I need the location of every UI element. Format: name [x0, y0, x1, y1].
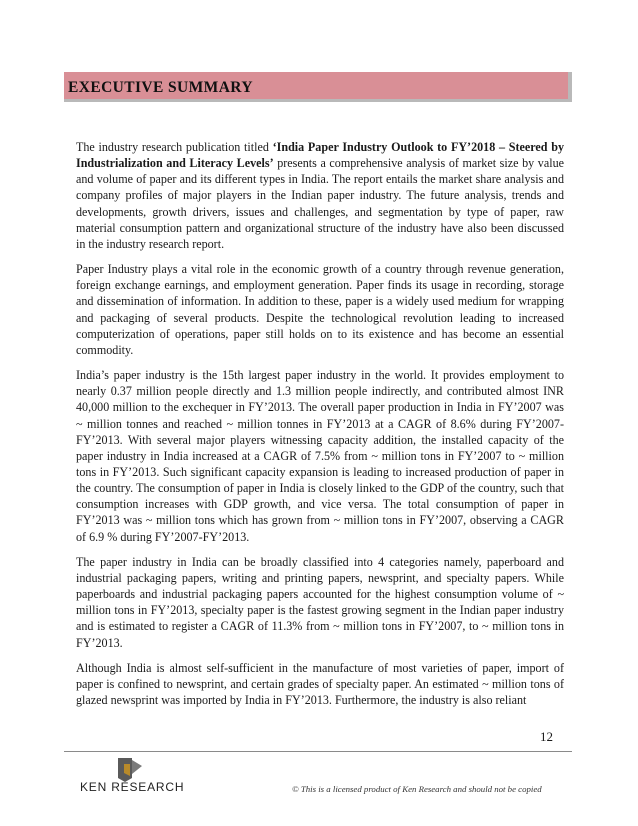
paragraph-imports: Although India is almost self-sufficient in the manufacture of most varieties of paper, import of paper is confined to newsprint, and certain grades of specialty paper. An estimated ~ million tons of glazed newsprint was imported by India in FY’2013. Furthermore, the industry is also reliant	[76, 660, 564, 707]
company-name: KEN RESEARCH	[80, 780, 185, 794]
section-title: EXECUTIVE SUMMARY	[68, 79, 253, 96]
paragraph-intro	[76, 139, 564, 252]
footer-divider	[64, 751, 572, 752]
page-number: 12	[540, 729, 553, 744]
paragraph-intro-post: presents a comprehensive analysis of market size by value and volume of paper and its different types in India. The report entails the market share analysis and company profiles of major players in the Indian paper industry. The future analysis, trends and developments, growth drivers, issues and challenges, and segmentation by type of paper, raw material consumption pattern and organizational structure of the industry have also been discussed in the industry research report.	[76, 156, 564, 251]
footer-copyright: © This is a licensed product of Ken Research and should not be copied	[292, 784, 542, 794]
report-title: ‘India Paper Industry Outlook to FY’2018 – Steered by Industrialization and Literacy Levels’	[76, 140, 564, 171]
paragraph-categories: The paper industry in India can be broadly classified into 4 categories namely, paperboard and industrial packaging papers, writing and printing papers, newsprint, and specialty papers. While paperboards and industrial packaging papers accounted for the highest consumption volume of ~ million tons in FY’2013, specialty paper is the fastest growing segment in the Indian paper industry and is estimated to register a CAGR of 11.3% from ~ million tons in FY’2007, to ~ million tons in FY’2013.	[76, 554, 564, 650]
section-header-banner	[64, 72, 572, 102]
document-body	[76, 139, 564, 717]
paragraph-production: India’s paper industry is the 15th largest paper industry in the world. It provides employment to nearly 0.37 million people directly and 1.3 million people indirectly, and contributed almost INR 40,000 million to the exchequer in FY’2013. The overall paper production in India in FY’2007 was ~ million tonnes and reached ~ million tonnes in FY’2013 at a CAGR of 8.6% during FY’2007-FY’2013. With several major players witnessing capacity addition, the installed capacity of the paper industry in India increased at a CAGR of 7.5% from ~ million tons in FY’2007 to ~ million tons in FY’2013. Such significant capacity expansion is leading to increased production of paper in the country. The consumption of paper in India is closely linked to the GDP of the country, such that consumption increases with GDP growth, and vice versa. The total consumption of paper in FY’2013 was ~ million tons which has grown from ~ million tons in FY’2007, observing a CAGR of 6.9 % during FY’2007-FY’2013.	[76, 368, 564, 544]
paragraph-intro-pre: The industry research publication titled	[76, 140, 273, 154]
paragraph-industry-role: Paper Industry plays a vital role in the economic growth of a country through revenue generation, foreign exchange earnings, and employment generation. Paper finds its usage in recording, storage and dissemination of information. In addition to these, paper is a widely used medium for wrapping and packaging of several products. Despite the technological revolution leading to increased computerization of operations, paper still holds on to its existence and has become an essential commodity.	[76, 262, 564, 357]
